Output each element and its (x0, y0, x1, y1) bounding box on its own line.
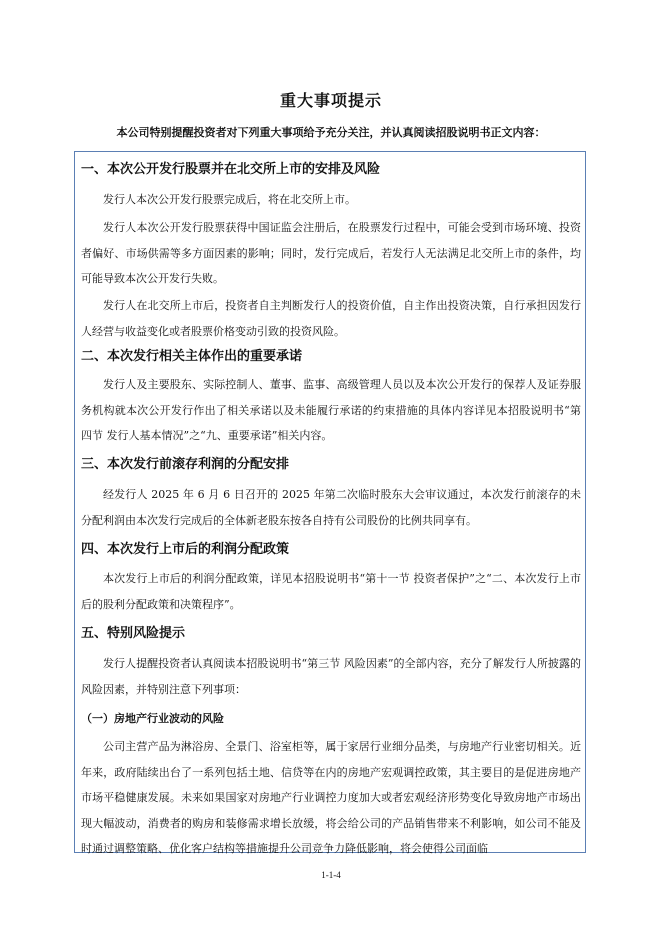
section-heading-4: 四、本次发行上市后的利润分配政策 (81, 542, 290, 557)
section-5-paragraph-1: 发行人提醒投资者认真阅读本招股说明书“第三节 风险因素”的全部内容，充分了解发行人所披露的风险因素，并特别注意下列事项： (81, 657, 581, 696)
page-number: 1-1-4 (321, 870, 341, 880)
section-heading-5: 五、特别风险提示 (81, 626, 186, 641)
section-4-paragraph-1: 本次发行上市后的利润分配政策，详见本招股说明书“第十一节 投资者保护”之“二、本次发行上市后的股利分配政策和决策程序”。 (81, 572, 581, 611)
page-title: 重大事项提示 (279, 91, 382, 110)
section-2-paragraph-1: 发行人及主要股东、实际控制人、董事、监事、高级管理人员以及本次公开发行的保荐人及证券服务机构就本次公开发行作出了相关承诺以及未能履行承诺的约束措施的具体内容详见本招股说明书“第四节 发行人基本情况”之“九、重要承诺”相关内容。 (81, 378, 581, 442)
section-1-paragraph-2: 发行人本次公开发行股票获得中国证监会注册后，在股票发行过程中，可能会受到市场环境、投资者偏好、市场供需等多方面因素的影响；同时，发行完成后，若发行人无法满足北交所上市的条件，均可能导致本次公开发行失败。 (81, 221, 581, 285)
subsection-heading: （一）房地产行业波动的风险 (81, 712, 224, 725)
section-1-paragraph-3: 发行人在北交所上市后，投资者自主判断发行人的投资价值，自主作出投资决策，自行承担因发行人经营与收益变化或者股票价格变动引致的投资风险。 (81, 299, 581, 338)
section-heading-1: 一、本次公开发行股票并在北交所上市的安排及风险 (81, 162, 381, 177)
subsection-paragraph: 公司主营产品为淋浴房、全景门、浴室柜等，属于家居行业细分品类，与房地产行业密切相关。近年来，政府陆续出台了一系列包括土地、信贷等在内的房地产宏观调控政策，其主要目的是促进房地产市场平稳健康发展。未来如果国家对房地产行业调控力度加大或者宏观经济形势变化导致房地产市场出现大幅波动，消费者的购房和装修需求增长放缓，将会给公司的产品销售带来不利影响，如公司不能及时通过调整策略、优化客户结构等措施提升公司竞争力降低影响，将会使得公司面临 (81, 740, 581, 855)
section-1-paragraph-1: 发行人本次公开发行股票完成后，将在北交所上市。 (103, 193, 356, 206)
section-heading-3: 三、本次发行前滚存利润的分配安排 (81, 457, 290, 472)
section-3-paragraph-1: 经发行人 2025 年 6 月 6 日召开的 2025 年第二次临时股东大会审议通过，本次发行前滚存的未分配利润由本次发行完成后的全体新老股东按各自持有公司股份的比例共同享有。 (81, 488, 581, 527)
section-heading-2: 二、本次发行相关主体作出的重要承诺 (81, 349, 303, 364)
intro-notice: 本公司特别提醒投资者对下列重大事项给予充分关注，并认真阅读招股说明书正文内容： (116, 126, 546, 139)
